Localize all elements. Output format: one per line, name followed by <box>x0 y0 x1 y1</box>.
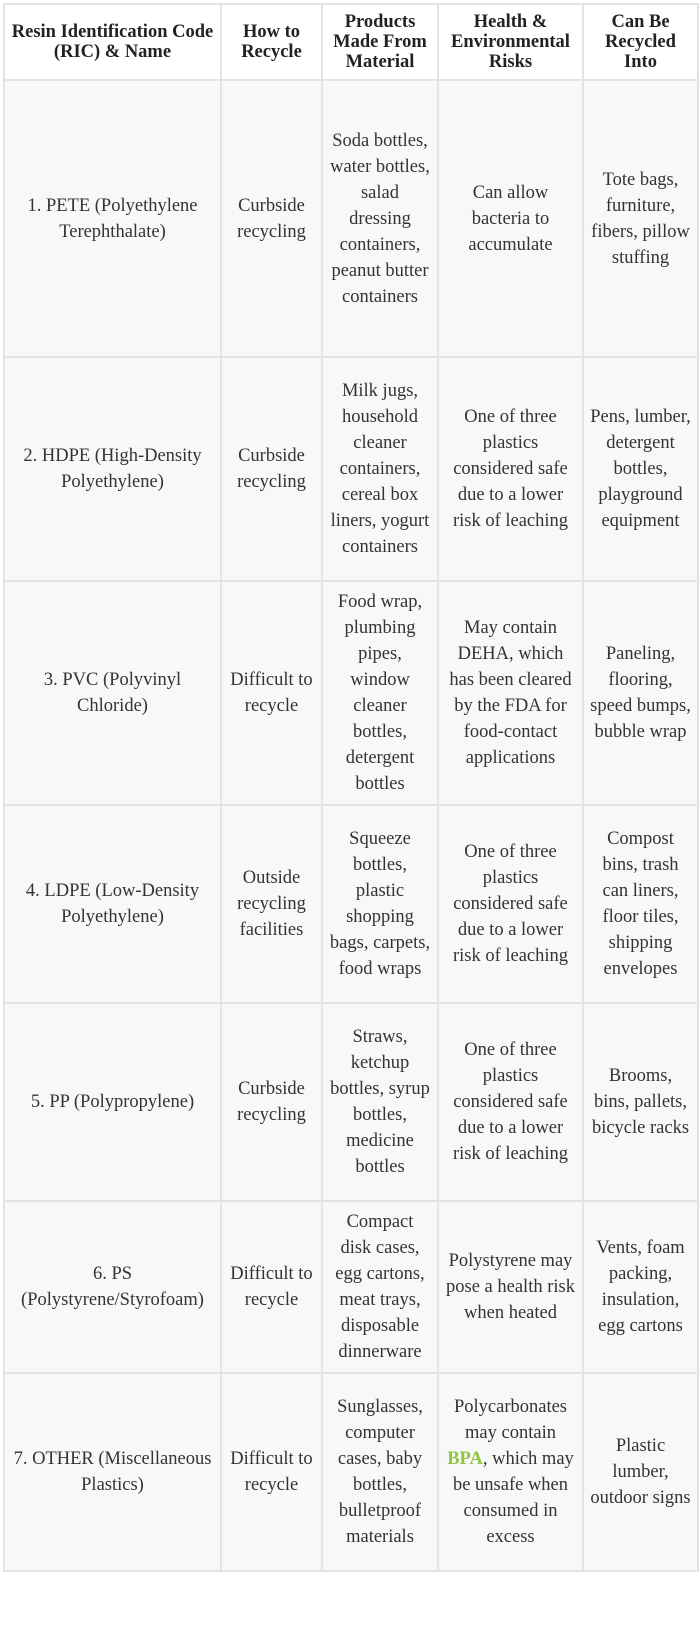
resin-name-cell: 2. HDPE (High-Density Polyethylene) <box>4 357 221 581</box>
risks-text: Polycarbonates may contain <box>453 1397 568 1443</box>
resin-name-cell: 3. PVC (Polyvinyl Chloride) <box>4 581 221 805</box>
products-cell: Squeeze bottles, plastic shopping bags, carpets, food wraps <box>322 805 438 1003</box>
table-row <box>4 1003 698 1201</box>
products-cell: Sunglasses, computer cases, baby bottles, bulletproof materials <box>322 1373 438 1571</box>
recycled-into-cell: Pens, lumber, detergent bottles, playground equipment <box>583 357 698 581</box>
products-cell: Milk jugs, household cleaner containers, cereal box liners, yogurt containers <box>322 357 438 581</box>
recycle-method-cell: Curbside recycling <box>221 357 322 581</box>
bpa-link[interactable]: BPA <box>447 1449 483 1469</box>
header-products: Products Made From Material <box>322 4 438 80</box>
header-how-to-recycle: How to Recycle <box>221 4 322 80</box>
risks-cell: Can allow bacteria to accumulate <box>438 80 583 357</box>
recycle-method-cell: Difficult to recycle <box>221 581 322 805</box>
risks-cell: May contain DEHA, which has been cleared by the FDA for food-contact applications <box>438 581 583 805</box>
resin-name-cell: 4. LDPE (Low-Density Polyethylene) <box>4 805 221 1003</box>
recycled-into-cell: Plastic lumber, outdoor signs <box>583 1373 698 1571</box>
risks-cell <box>438 1373 583 1571</box>
recycle-method-cell: Curbside recycling <box>221 80 322 357</box>
recycled-into-cell: Tote bags, furniture, fibers, pillow stuffing <box>583 80 698 357</box>
risks-cell: Polystyrene may pose a health risk when heated <box>438 1201 583 1373</box>
risks-cell: One of three plastics considered safe due to a lower risk of leaching <box>438 1003 583 1201</box>
table-row <box>4 805 698 1003</box>
recycled-into-cell: Paneling, flooring, speed bumps, bubble wrap <box>583 581 698 805</box>
header-health-risks: Health & Environmental Risks <box>438 4 583 80</box>
recycled-into-cell: Vents, foam packing, insulation, egg cartons <box>583 1201 698 1373</box>
table-row <box>4 581 698 805</box>
header-resin-code: Resin Identification Code (RIC) & Name <box>4 4 221 80</box>
table-row <box>4 80 698 357</box>
recycled-into-cell: Brooms, bins, pallets, bicycle racks <box>583 1003 698 1201</box>
table-row <box>4 1201 698 1373</box>
resin-name-cell: 5. PP (Polypropylene) <box>4 1003 221 1201</box>
resin-name-cell: 1. PETE (Polyethylene Terephthalate) <box>4 80 221 357</box>
resin-name-cell: 7. OTHER (Miscellaneous Plastics) <box>4 1373 221 1571</box>
resin-name-cell: 6. PS (Polystyrene/Styrofoam) <box>4 1201 221 1373</box>
table-row <box>4 1373 698 1571</box>
recycle-method-cell: Difficult to recycle <box>221 1201 322 1373</box>
recycle-method-cell: Curbside recycling <box>221 1003 322 1201</box>
table-row <box>4 357 698 581</box>
products-cell: Compact disk cases, egg cartons, meat trays, disposable dinnerware <box>322 1201 438 1373</box>
products-cell: Soda bottles, water bottles, salad dressing containers, peanut butter containers <box>322 80 438 357</box>
table-header-row <box>4 4 698 80</box>
risks-cell: One of three plastics considered safe due to a lower risk of leaching <box>438 357 583 581</box>
header-recycled-into: Can Be Recycled Into <box>583 4 698 80</box>
risks-cell: One of three plastics considered safe due to a lower risk of leaching <box>438 805 583 1003</box>
products-cell: Straws, ketchup bottles, syrup bottles, medicine bottles <box>322 1003 438 1201</box>
recycle-method-cell: Outside recycling facilities <box>221 805 322 1003</box>
products-cell: Food wrap, plumbing pipes, window cleaner bottles, detergent bottles <box>322 581 438 805</box>
recycled-into-cell: Compost bins, trash can liners, floor tiles, shipping envelopes <box>583 805 698 1003</box>
recycle-method-cell: Difficult to recycle <box>221 1373 322 1571</box>
risks-text: , which may be unsafe when consumed in excess <box>452 1449 574 1547</box>
plastics-resin-table <box>3 3 699 1572</box>
